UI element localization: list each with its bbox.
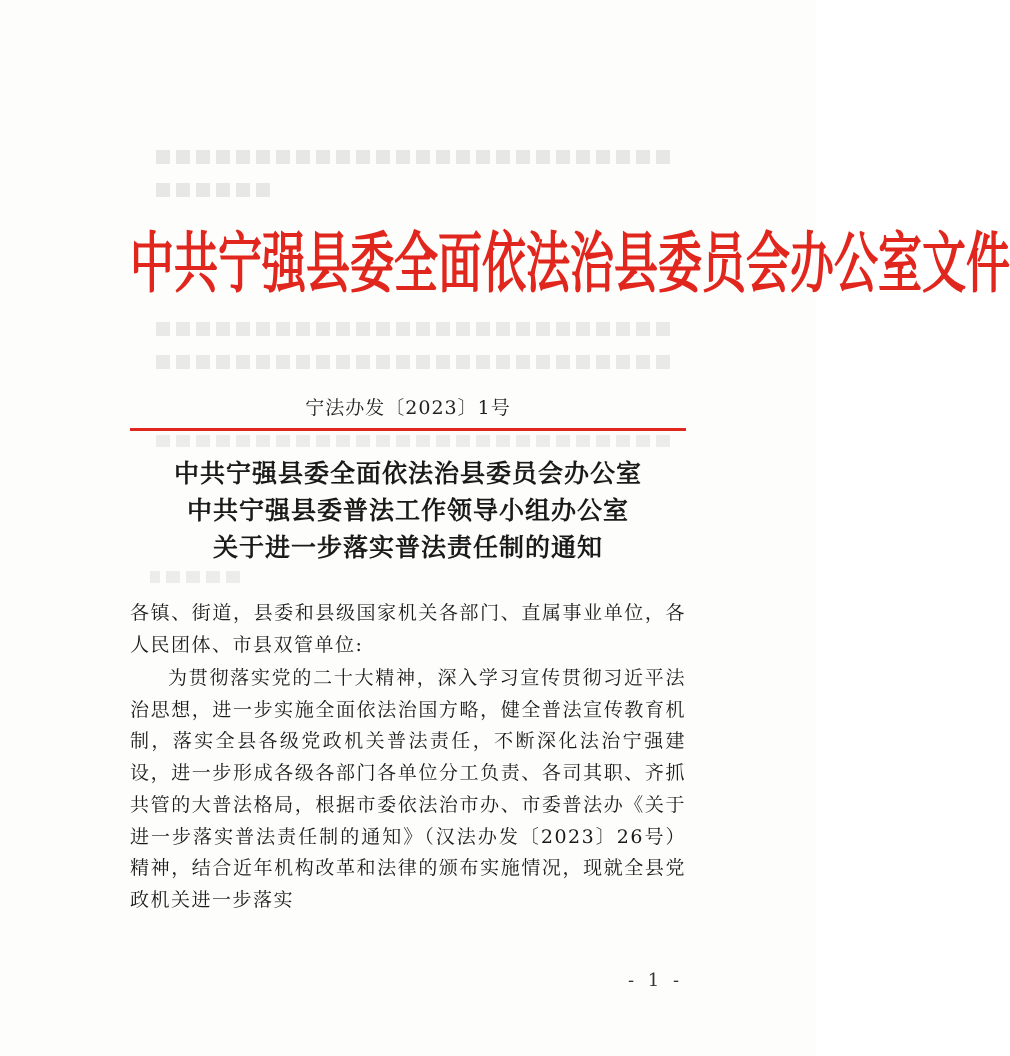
document-title-line-3: 关于进一步落实普法责任制的通知 — [212, 533, 603, 562]
bleed-through-artifact — [150, 150, 670, 164]
issuer-header-title: 中共宁强县委全面依法治县委员会办公室文件 — [130, 226, 1010, 303]
bleed-through-artifact — [150, 571, 240, 583]
page-number: - 1 - — [628, 970, 684, 991]
document-number: 宁法办发〔2023〕1号 — [305, 397, 511, 419]
bleed-through-artifact — [150, 435, 670, 447]
bleed-through-artifact — [150, 355, 670, 369]
document-title-line-2: 中共宁强县委普法工作领导小组办公室 — [186, 496, 629, 525]
addressee-paragraph: 各镇、街道，县委和县级国家机关各部门、直属事业单位，各人民团体、市县双管单位: — [130, 602, 686, 656]
body-paragraph-1: 为贯彻落实党的二十大精神，深入学习宣传贯彻习近平法治思想，进一步实施全面依法治国方略，健全普法宣传教育机制，落实全县各级党政机关普法责任，不断深化法治宁强建设，进一步形成各级各部门各单位分工负责、各司其职、齐抓共管的大普法格局，根据市委依法治市办、市委普法办《关于进一步落实普法责任制的通知》（汉法办发〔2023〕26号）精神，结合近年机构改革和法律的颁布实施情况，现就全县党政机关进一步落实 — [130, 667, 686, 911]
red-divider-rule — [130, 428, 686, 431]
document-title-line-1: 中共宁强县委全面依法治县委员会办公室 — [173, 459, 642, 488]
